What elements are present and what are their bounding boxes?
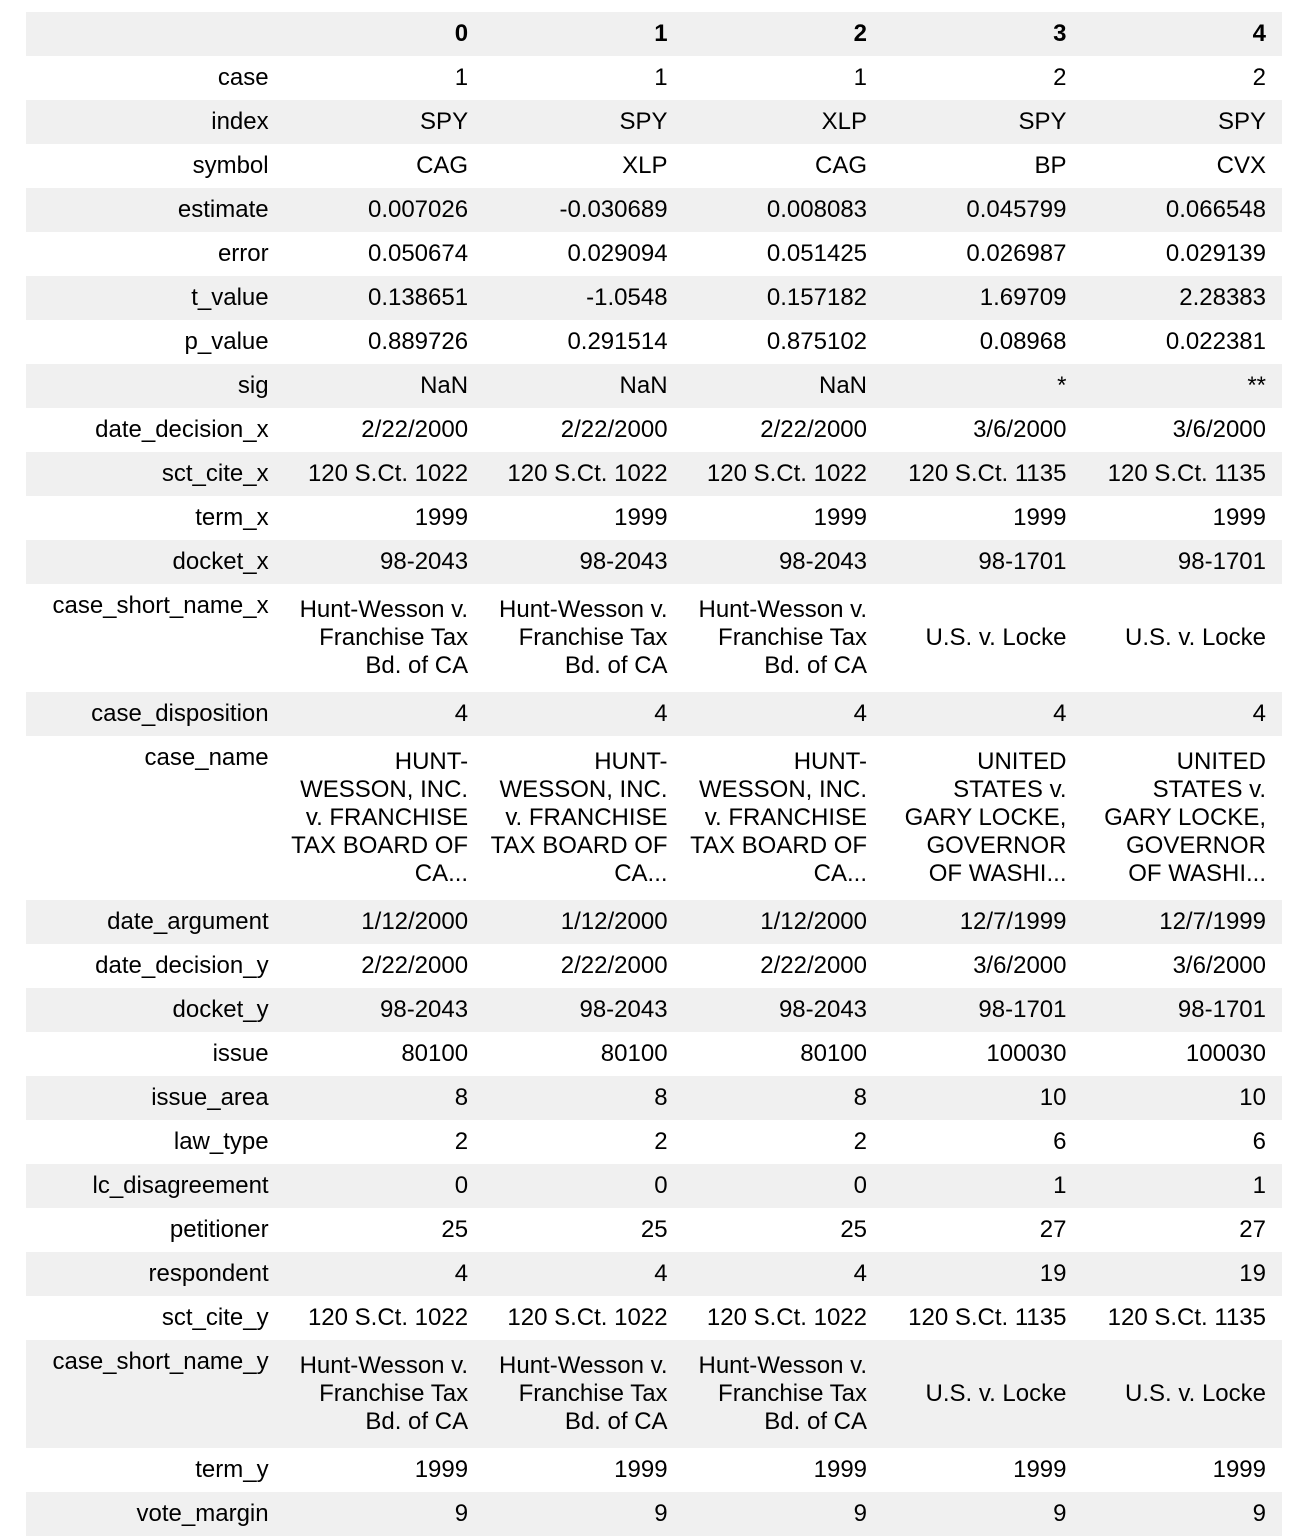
table-cell: 0.08968 [979,328,1067,355]
table-cell: 120 S.Ct. 1135 [1107,460,1266,487]
table-cell: 1/12/2000 [760,908,868,935]
table-cell: 120 S.Ct. 1022 [706,460,868,487]
table-cell: 3/6/2000 [1172,416,1266,443]
table-cell: 1999 [614,1456,668,1483]
table-cell: 80100 [800,1040,868,1067]
table-cell: 1999 [414,1456,469,1483]
table-cell: 0.889726 [367,328,469,355]
table-cell: CVX [1216,152,1266,179]
table-cell: 0.875102 [766,328,868,355]
table-row [26,56,1282,100]
table-cell: 98-2043 [380,548,469,575]
table-cell: 0 [654,1172,668,1199]
table-cell: 1999 [813,504,868,531]
table-cell: CAG [416,152,469,179]
table-cell: 80100 [600,1040,668,1067]
table-cell: 9 [1053,1500,1067,1527]
table-cell: 4 [1053,700,1067,727]
table-cell: BP [1034,152,1067,179]
row-label: lc_disagreement [92,1172,269,1199]
table-cell: Hunt-Wesson v. Franchise Tax Bd. of CA [299,596,469,679]
table-row [26,584,1282,692]
table-cell: 0 [454,1172,469,1199]
table-cell: 1999 [1013,1456,1067,1483]
table-cell: 120 S.Ct. 1022 [307,460,469,487]
table-cell: 120 S.Ct. 1022 [507,1304,668,1331]
table-cell: Hunt-Wesson v. Franchise Tax Bd. of CA [499,1352,668,1435]
table-row [26,496,1282,540]
table-row [26,1076,1282,1120]
table-cell: 98-1701 [1177,548,1266,575]
table-cell: 0.029139 [1165,240,1266,267]
table-row [26,232,1282,276]
table-cell: Hunt-Wesson v. Franchise Tax Bd. of CA [499,596,668,679]
table-cell: -0.030689 [559,196,668,223]
table-cell: 1999 [1013,504,1067,531]
row-label: vote_margin [136,1500,269,1527]
table-cell: 98-2043 [380,996,469,1023]
table-cell: 0.026987 [966,240,1067,267]
table-cell: 2/22/2000 [361,416,469,443]
table-cell: 120 S.Ct. 1022 [307,1304,469,1331]
column-header: 0 [454,20,469,47]
row-label: error [217,240,269,267]
table-row [26,188,1282,232]
table-row [26,1252,1282,1296]
table-cell: 1 [1252,1172,1266,1199]
table-cell: 1 [853,64,868,91]
table-cell: HUNT-WESSON, INC. v. FRANCHISE TAX BOARD OF CA... [490,748,668,887]
table-cell: 3/6/2000 [973,952,1067,979]
table-cell: 12/7/1999 [1159,908,1266,935]
table-cell: SPY [1018,108,1067,135]
table-cell: 98-1701 [1177,996,1266,1023]
table-cell: 1 [1053,1172,1067,1199]
table-cell: 25 [441,1216,469,1243]
table-cell: 0.066548 [1165,196,1266,223]
row-label: case_name [144,744,269,771]
table-cell: 19 [1039,1260,1067,1287]
column-header: 3 [1053,20,1067,47]
row-label: law_type [173,1128,269,1155]
table-cell: 0.138651 [367,284,469,311]
row-label: term_x [195,504,269,531]
table-row [26,1208,1282,1252]
table-cell: -1.0548 [586,284,668,311]
header-row [26,12,1282,56]
table-cell: UNITED STATES v. GARY LOCKE, GOVERNOR OF WASHI... [1104,748,1266,887]
table-cell: CAG [815,152,868,179]
row-label: estimate [177,196,269,223]
row-label: sig [237,372,269,399]
table-cell: 120 S.Ct. 1135 [908,1304,1067,1331]
table-row [26,1032,1282,1076]
table-cell: SPY [619,108,668,135]
table-cell: 19 [1239,1260,1266,1287]
table-cell: 6 [1252,1128,1266,1155]
table-cell: 1999 [1212,504,1266,531]
table-cell: 0.291514 [567,328,668,355]
table-row [26,988,1282,1032]
dataframe-table [26,12,1282,1536]
table-cell: 0.022381 [1165,328,1266,355]
table-cell: 2/22/2000 [361,952,469,979]
row-label: case [217,64,269,91]
table-row [26,736,1282,900]
row-label: docket_y [172,996,269,1023]
table-cell: 120 S.Ct. 1135 [908,460,1067,487]
table-cell: 4 [454,1260,469,1287]
table-cell: 25 [640,1216,668,1243]
table-row [26,408,1282,452]
table-cell: 2 [1252,64,1266,91]
table-cell: 25 [840,1216,868,1243]
table-cell: 0 [853,1172,868,1199]
table-cell: 0.050674 [367,240,469,267]
table-cell: 27 [1039,1216,1067,1243]
table-cell: HUNT-WESSON, INC. v. FRANCHISE TAX BOARD OF CA... [690,748,868,887]
table-cell: 98-1701 [978,996,1067,1023]
table-cell: 98-2043 [778,996,868,1023]
table-cell: 8 [853,1084,868,1111]
column-header: 4 [1252,20,1266,47]
table-cell: 27 [1239,1216,1266,1243]
table-row [26,452,1282,496]
table-cell: 4 [654,700,668,727]
table-cell: 8 [454,1084,469,1111]
row-label: respondent [148,1260,269,1287]
table-cell: 120 S.Ct. 1022 [706,1304,868,1331]
table-row [26,944,1282,988]
table-cell: U.S. v. Locke [1125,624,1266,651]
table-cell: 1999 [813,1456,868,1483]
table-row [26,276,1282,320]
table-cell: U.S. v. Locke [1125,1380,1266,1407]
table-cell: 3/6/2000 [973,416,1067,443]
table-body [26,56,1282,1536]
table-cell: 0.045799 [966,196,1067,223]
column-header: 2 [853,20,868,47]
table-cell: Hunt-Wesson v. Franchise Tax Bd. of CA [299,1352,469,1435]
table-cell: 98-2043 [778,548,868,575]
table-cell: UNITED STATES v. GARY LOCKE, GOVERNOR OF WASHI... [904,748,1067,887]
row-label: date_decision_y [95,952,269,979]
table-cell: 9 [654,1500,668,1527]
table-cell: 98-2043 [579,996,668,1023]
table-cell: NaN [420,372,469,399]
table-cell: U.S. v. Locke [925,1380,1067,1407]
table-cell: 2 [454,1128,469,1155]
table-cell: Hunt-Wesson v. Franchise Tax Bd. of CA [698,596,868,679]
table-cell: 100030 [1185,1040,1266,1067]
table-cell: NaN [619,372,668,399]
table-cell: U.S. v. Locke [925,624,1067,651]
table-cell: XLP [821,108,868,135]
table-row [26,1296,1282,1340]
row-label: term_y [195,1456,269,1483]
table-cell: 80100 [401,1040,469,1067]
table-cell: 4 [1252,700,1266,727]
table-cell: 1.69709 [979,284,1067,311]
table-cell: 1999 [614,504,668,531]
table-row [26,100,1282,144]
table-cell: 2/22/2000 [760,952,868,979]
table-cell: 10 [1239,1084,1266,1111]
table-row [26,1340,1282,1448]
table-cell: SPY [1217,108,1266,135]
table-row [26,1120,1282,1164]
table-cell: XLP [622,152,668,179]
row-label: docket_x [172,548,269,575]
table-cell: 0.008083 [766,196,868,223]
row-label: date_argument [107,908,269,935]
table-row [26,540,1282,584]
table-row [26,364,1282,408]
table-cell: SPY [420,108,469,135]
header-corner [26,12,285,56]
table-cell: 0.051425 [766,240,868,267]
table-cell: HUNT-WESSON, INC. v. FRANCHISE TAX BOARD OF CA... [291,748,469,887]
table-row [26,692,1282,736]
table-cell: 2/22/2000 [560,952,668,979]
table-cell: 2/22/2000 [760,416,868,443]
table-cell: 9 [454,1500,469,1527]
table-cell: 0.007026 [367,196,469,223]
row-label: p_value [184,328,269,355]
row-label: issue_area [151,1084,269,1111]
table-cell: 2 [654,1128,668,1155]
table-cell: 1/12/2000 [361,908,469,935]
table-cell: ** [1247,372,1266,399]
table-header [26,12,1282,56]
column-header: 1 [654,20,668,47]
table-cell: 2.28383 [1179,284,1266,311]
row-label: petitioner [169,1216,269,1243]
table-cell: 1 [654,64,668,91]
table-row [26,1164,1282,1208]
table-cell: 6 [1053,1128,1067,1155]
row-label: case_short_name_x [52,592,269,619]
table-cell: 100030 [986,1040,1067,1067]
table-cell: 10 [1039,1084,1067,1111]
row-label: index [211,108,269,135]
table-cell: 1999 [1212,1456,1266,1483]
table-cell: 4 [654,1260,668,1287]
row-label: sct_cite_x [161,460,269,487]
table-cell: 120 S.Ct. 1135 [1107,1304,1266,1331]
table-row [26,320,1282,364]
table-cell: 120 S.Ct. 1022 [507,460,668,487]
table-cell: 12/7/1999 [959,908,1067,935]
table-cell: 1999 [414,504,469,531]
table-cell: 4 [853,700,868,727]
row-label: issue [212,1040,269,1067]
table-cell: Hunt-Wesson v. Franchise Tax Bd. of CA [698,1352,868,1435]
table-cell: 4 [454,700,469,727]
row-label: symbol [192,152,269,179]
table-cell: 4 [853,1260,868,1287]
table-cell: 8 [654,1084,668,1111]
table-cell: 2 [853,1128,868,1155]
row-label: case_short_name_y [52,1348,269,1375]
row-label: case_disposition [91,700,269,727]
table-cell: 98-2043 [579,548,668,575]
table-cell: 0.157182 [766,284,868,311]
table-row [26,1448,1282,1492]
row-label: date_decision_x [95,416,269,443]
table-row [26,900,1282,944]
table-cell: 3/6/2000 [1172,952,1266,979]
table-cell: NaN [819,372,868,399]
table-row [26,1492,1282,1536]
table-row [26,144,1282,188]
table-cell: 2 [1053,64,1067,91]
row-label: t_value [191,284,269,311]
table-cell: 0.029094 [567,240,668,267]
table-cell: 2/22/2000 [560,416,668,443]
table-cell: 98-1701 [978,548,1067,575]
table-cell: 1/12/2000 [560,908,668,935]
table-cell: 9 [1252,1500,1266,1527]
table-cell: * [1057,372,1067,399]
row-label: sct_cite_y [161,1304,269,1331]
table-cell: 1 [454,64,469,91]
table-cell: 9 [853,1500,868,1527]
